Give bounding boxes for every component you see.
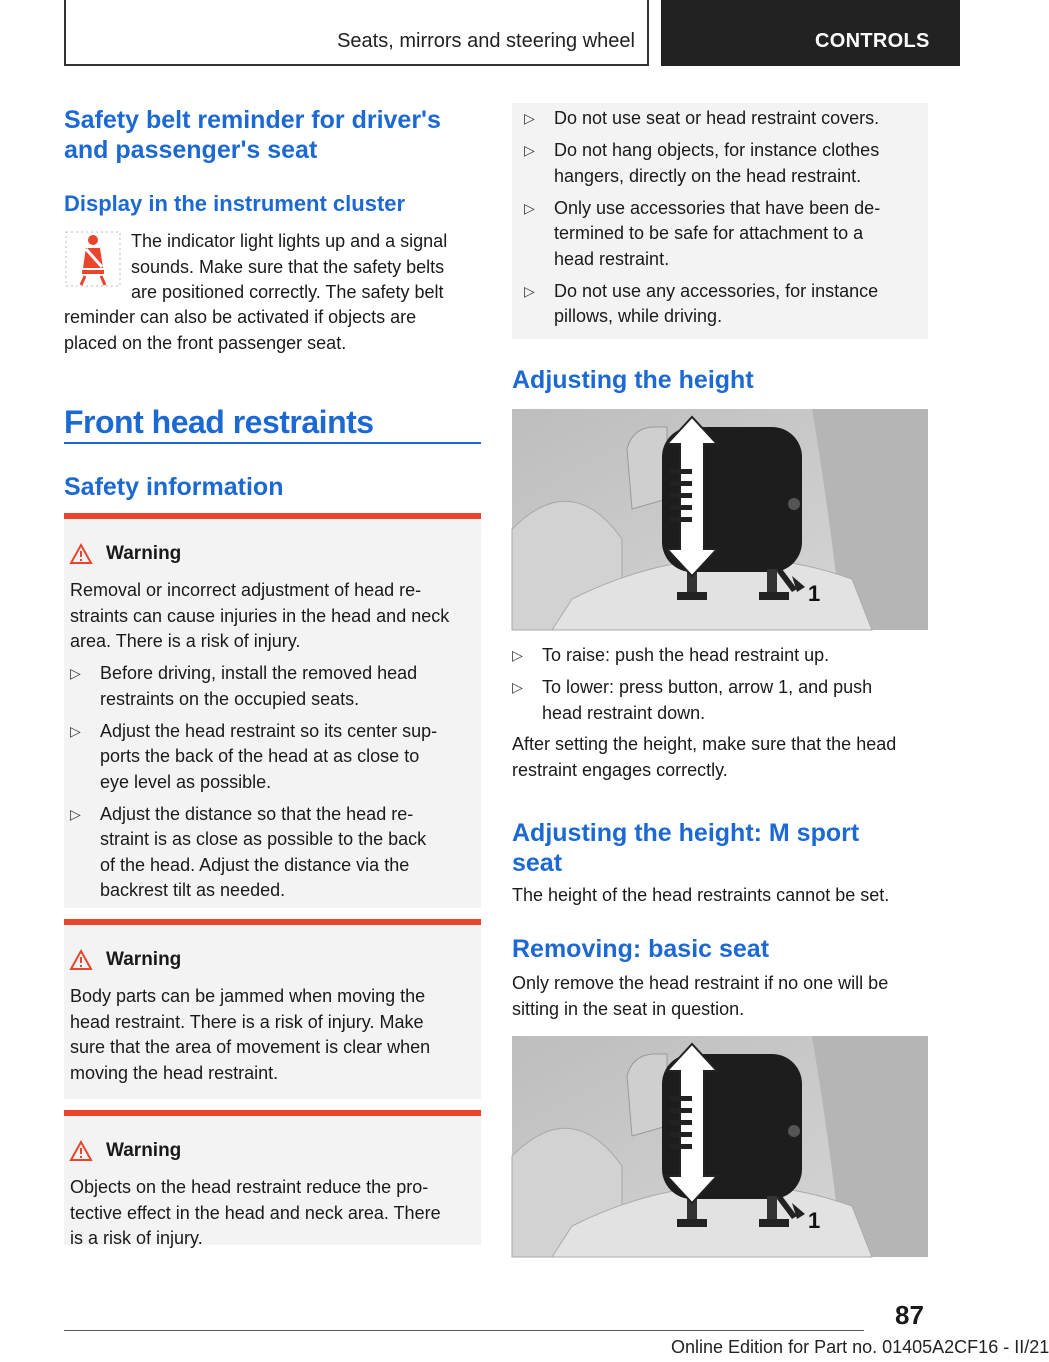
list-item <box>70 719 475 796</box>
bullet-triangle-icon: ▷ <box>524 142 535 158</box>
display-text-full <box>64 305 416 356</box>
list-item <box>512 643 928 669</box>
warning-text-line: Removal or incorrect adjustment of head re- <box>70 580 422 600</box>
header-chapter-box <box>661 0 960 66</box>
warning-text-line: Objects on the head restraint reduce the pro- <box>70 1177 429 1197</box>
bullet-text: straint is as close as possible to the back <box>100 829 427 849</box>
adjusting-height-heading: Adjusting the height <box>512 366 754 394</box>
bullet-text: Do not use any accessories, for instance <box>554 280 879 301</box>
continuation-bullet-list <box>524 106 922 336</box>
list-item <box>70 802 475 904</box>
bullet-triangle-icon: ▷ <box>512 679 523 695</box>
belt-heading-line1: Safety belt reminder for driver's <box>64 106 441 134</box>
msport-text: The height of the head restraints cannot be set. <box>512 885 890 905</box>
heading-rule <box>64 442 481 444</box>
display-text-line: The indicator light lights up and a signal <box>131 231 448 251</box>
text-line: sitting in the seat in question. <box>512 998 745 1019</box>
bullet-triangle-icon: ▷ <box>70 665 81 681</box>
list-item <box>524 279 922 330</box>
header-section-box <box>64 0 649 66</box>
bullet-text: Before driving, install the removed head <box>100 663 418 683</box>
list-item <box>524 138 922 189</box>
warning-box-3 <box>64 1110 481 1248</box>
bullet-triangle-icon: ▷ <box>70 805 81 822</box>
list-item <box>524 106 922 132</box>
bullet-triangle-icon: ▷ <box>524 199 535 216</box>
removing-basic-seat-heading: Removing: basic seat <box>512 935 770 963</box>
warning-text-line: area. There is a risk of injury. <box>70 631 301 651</box>
page-number: 87 <box>895 1300 924 1330</box>
warning-text-line: moving the head restraint. <box>70 1062 279 1083</box>
bullet-text: Do not use seat or head restraint covers. <box>554 108 880 128</box>
warning-text-line: head restraint. There is a risk of injury. Make <box>70 1011 424 1032</box>
head-restraint-image <box>512 1036 928 1257</box>
height-bullet-list <box>512 643 928 733</box>
list-item <box>70 661 475 712</box>
display-text-line: sounds. Make sure that the safety belts <box>131 256 445 277</box>
header-chapter-title: CONTROLS <box>815 30 930 52</box>
warning-title <box>70 949 181 971</box>
bullet-text: Do not hang objects, for instance clothes <box>554 140 880 160</box>
warning-text-line: is a risk of injury. <box>70 1228 203 1248</box>
removing-text <box>512 971 888 1022</box>
warning-text-line: tective effect in the head and neck area. There <box>70 1202 441 1223</box>
bullet-text: Adjust the distance so that the head re- <box>100 803 414 824</box>
bullet-text: ports the back of the head at as close to <box>100 746 420 766</box>
bullet-text: To lower: press button, arrow 1, and push <box>542 677 873 697</box>
height-after-text <box>512 732 896 783</box>
warning-text-line: Body parts can be jammed when moving the <box>70 986 426 1006</box>
warning-text <box>70 984 475 1086</box>
bullet-text: hangers, directly on the head restraint. <box>554 165 862 186</box>
warning-triangle-icon <box>70 1141 92 1161</box>
safety-information-heading: Safety information <box>64 473 284 501</box>
text-line: Only remove the head restraint if no one will be <box>512 973 889 993</box>
text-line: After setting the height, make sure that the head <box>512 734 897 754</box>
seatbelt-warning-icon <box>64 230 122 288</box>
warning-triangle-icon <box>70 950 92 970</box>
bullet-triangle-icon: ▷ <box>524 110 535 126</box>
bullet-triangle-icon: ▷ <box>524 282 535 299</box>
bullet-text: To raise: push the head restraint up. <box>542 645 830 665</box>
heading-line: Adjusting the height: M sport <box>512 819 860 847</box>
warning-text-line: sure that the area of movement is clear when <box>70 1037 431 1057</box>
warning-label: Warning <box>106 1140 182 1161</box>
text-line: restraint engages correctly. <box>512 759 728 780</box>
warning-label: Warning <box>106 543 182 564</box>
bullet-text: eye level as possible. <box>100 771 272 792</box>
warning-box-2 <box>64 919 481 1099</box>
warning-text <box>70 578 475 655</box>
bullet-text: restraints on the occupied seats. <box>100 688 360 709</box>
bullet-text: pillows, while driving. <box>554 306 723 326</box>
bullet-text: termined to be safe for attachment to a <box>554 223 864 243</box>
warning-text-line: straints can cause injuries in the head and neck <box>70 605 450 626</box>
warning-bullet-list <box>70 661 475 910</box>
warning-label: Warning <box>106 949 182 970</box>
msport-heading <box>512 818 859 878</box>
warning-box-1 <box>64 513 481 908</box>
belt-reminder-heading <box>64 105 441 165</box>
bullet-triangle-icon: ▷ <box>70 722 81 739</box>
footer-edition: Online Edition for Part no. 01405A2CF16 - II/21 <box>671 1337 1049 1357</box>
bullet-text: head restraint. <box>554 248 670 269</box>
header-section-title: Seats, mirrors and steering wheel <box>337 30 635 52</box>
warning-text <box>70 1175 475 1252</box>
list-item <box>524 196 922 273</box>
display-text-line: placed on the front passenger seat. <box>64 332 347 353</box>
warning-title <box>70 1140 181 1162</box>
front-head-restraints-heading: Front head restraints <box>64 404 374 440</box>
display-heading: Display in the instrument cluster <box>64 191 406 216</box>
footer-rule <box>64 1330 864 1331</box>
bullet-text: of the head. Adjust the distance via the <box>100 854 410 875</box>
warning-title <box>70 543 181 565</box>
bullet-text: head restraint down. <box>542 702 706 723</box>
callout-1-label: 1 <box>808 1208 821 1233</box>
warning-triangle-icon <box>70 544 92 564</box>
display-text-indented <box>131 229 447 306</box>
list-item <box>512 675 928 726</box>
belt-heading-line2: and passenger's seat <box>64 136 318 164</box>
bullet-text: Adjust the head restraint so its center sup- <box>100 720 438 741</box>
head-restraint-removal-illustration <box>512 1036 928 1257</box>
bullet-text: Only use accessories that have been de- <box>554 197 881 218</box>
display-text-line: reminder can also be activated if objects are <box>64 307 417 327</box>
bullet-text: backrest tilt as needed. <box>100 880 286 900</box>
head-restraint-height-illustration <box>512 409 928 630</box>
head-restraint-image <box>512 409 928 630</box>
heading-line: seat <box>512 849 563 877</box>
callout-1-label: 1 <box>808 581 821 606</box>
display-text-line: are positioned correctly. The safety belt <box>131 282 444 302</box>
warning-continuation-box <box>512 103 928 339</box>
bullet-triangle-icon: ▷ <box>512 647 523 663</box>
